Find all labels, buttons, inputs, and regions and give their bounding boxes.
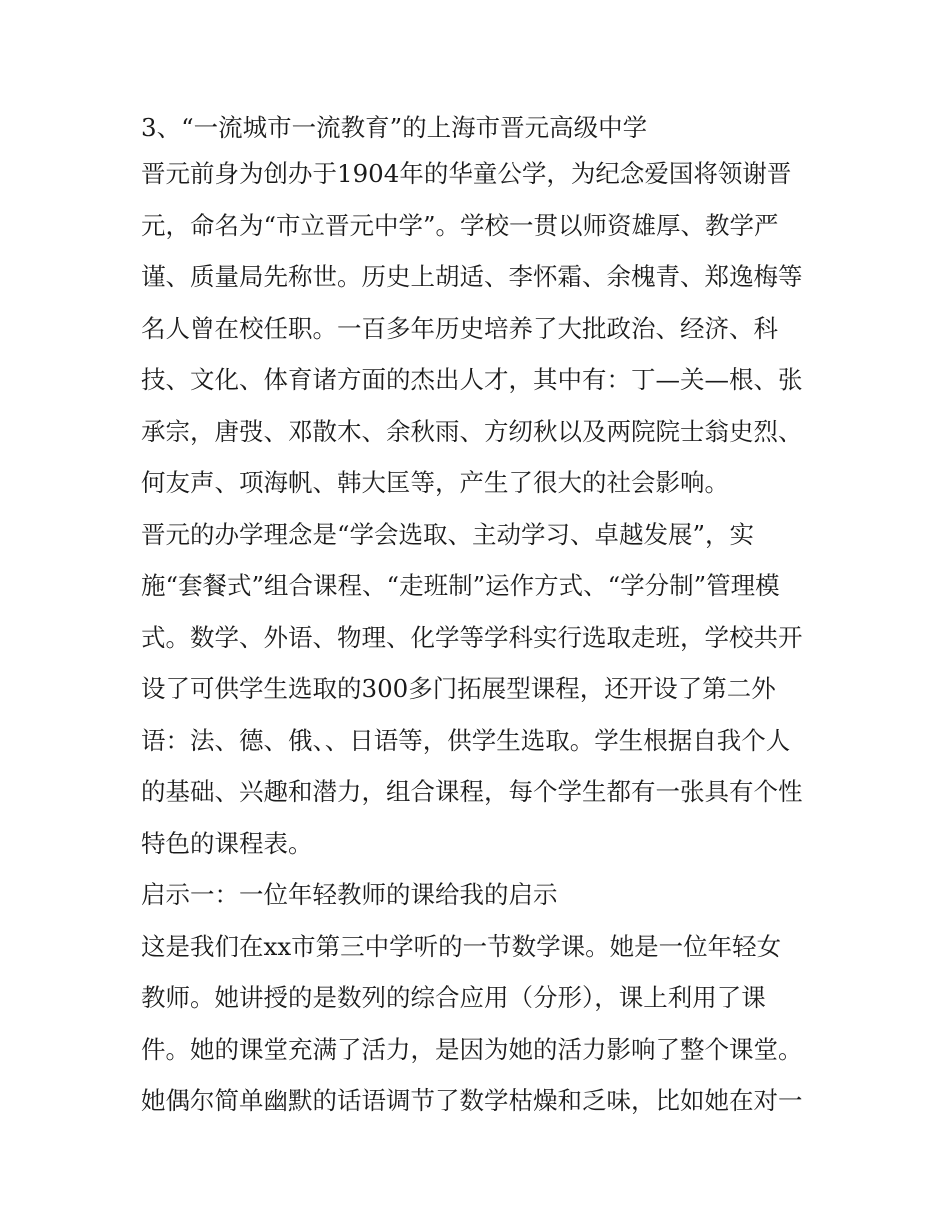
paragraph-line: 设了可供学生选取的300多门拓展型课程，还开设了第二外 [141, 674, 776, 703]
section-heading: 启示一：一位年轻教师的课给我的启示 [141, 880, 558, 909]
paragraph-line: 元，命名为“市立晋元中学”。学校一贯以师资雄厚、教学严 [141, 210, 779, 240]
paragraph-line: 承宗，唐弢、邓散木、余秋雨、方纫秋以及两院院士翁史烈、 [141, 416, 803, 446]
paragraph-line: 的基础、兴趣和潜力，组合课程，每个学生都有一张具有个性 [141, 777, 803, 806]
paragraph-line: 何友声、项海帆、韩大匡等，产生了很大的社会影响。 [141, 468, 729, 497]
paragraph-line: 名人曾在校任职。一百多年历史培养了大批政治、经济、科 [141, 313, 778, 343]
paragraph-line: 谨、质量局先称世。历史上胡适、李怀霜、余槐青、郑逸梅等 [141, 262, 803, 291]
paragraph-line: 晋元的办学理念是“学会选取、主动学习、卓越发展”，实 [141, 519, 755, 549]
paragraph-line: 技、文化、体育诸方面的杰出人才，其中有：丁—关—根、张 [141, 365, 803, 394]
paragraph-line: 她偶尔简单幽默的话语调节了数学枯燥和乏味，比如她在对一 [141, 1086, 803, 1115]
section-heading: 3、“一流城市一流教育”的上海市晋元高级中学 [141, 113, 648, 142]
paragraph-line: 这是我们在xx市第三中学听的一节数学课。她是一位年轻女 [141, 931, 782, 961]
paragraph-line: 件。她的课堂充满了活力，是因为她的活力影响了整个课堂。 [141, 1034, 803, 1064]
document-body [141, 108, 831, 1127]
paragraph-line: 施“套餐式”组合课程、“走班制”运作方式、“学分制”管理模 [141, 571, 780, 600]
paragraph-line: 晋元前身为创办于1904年的华童公学，为纪念爱国将领谢晋 [141, 159, 792, 188]
paragraph-line: 特色的课程表。 [141, 828, 313, 858]
paragraph-line: 语：法、德、俄、、日语等，供学生选取。学生根据自我个人 [141, 725, 791, 755]
paragraph-line: 式。数学、外语、物理、化学等学科实行选取走班，学校共开 [141, 622, 803, 652]
paragraph-line: 教师。她讲授的是数列的综合应用（分形），课上利用了课 [141, 983, 766, 1012]
